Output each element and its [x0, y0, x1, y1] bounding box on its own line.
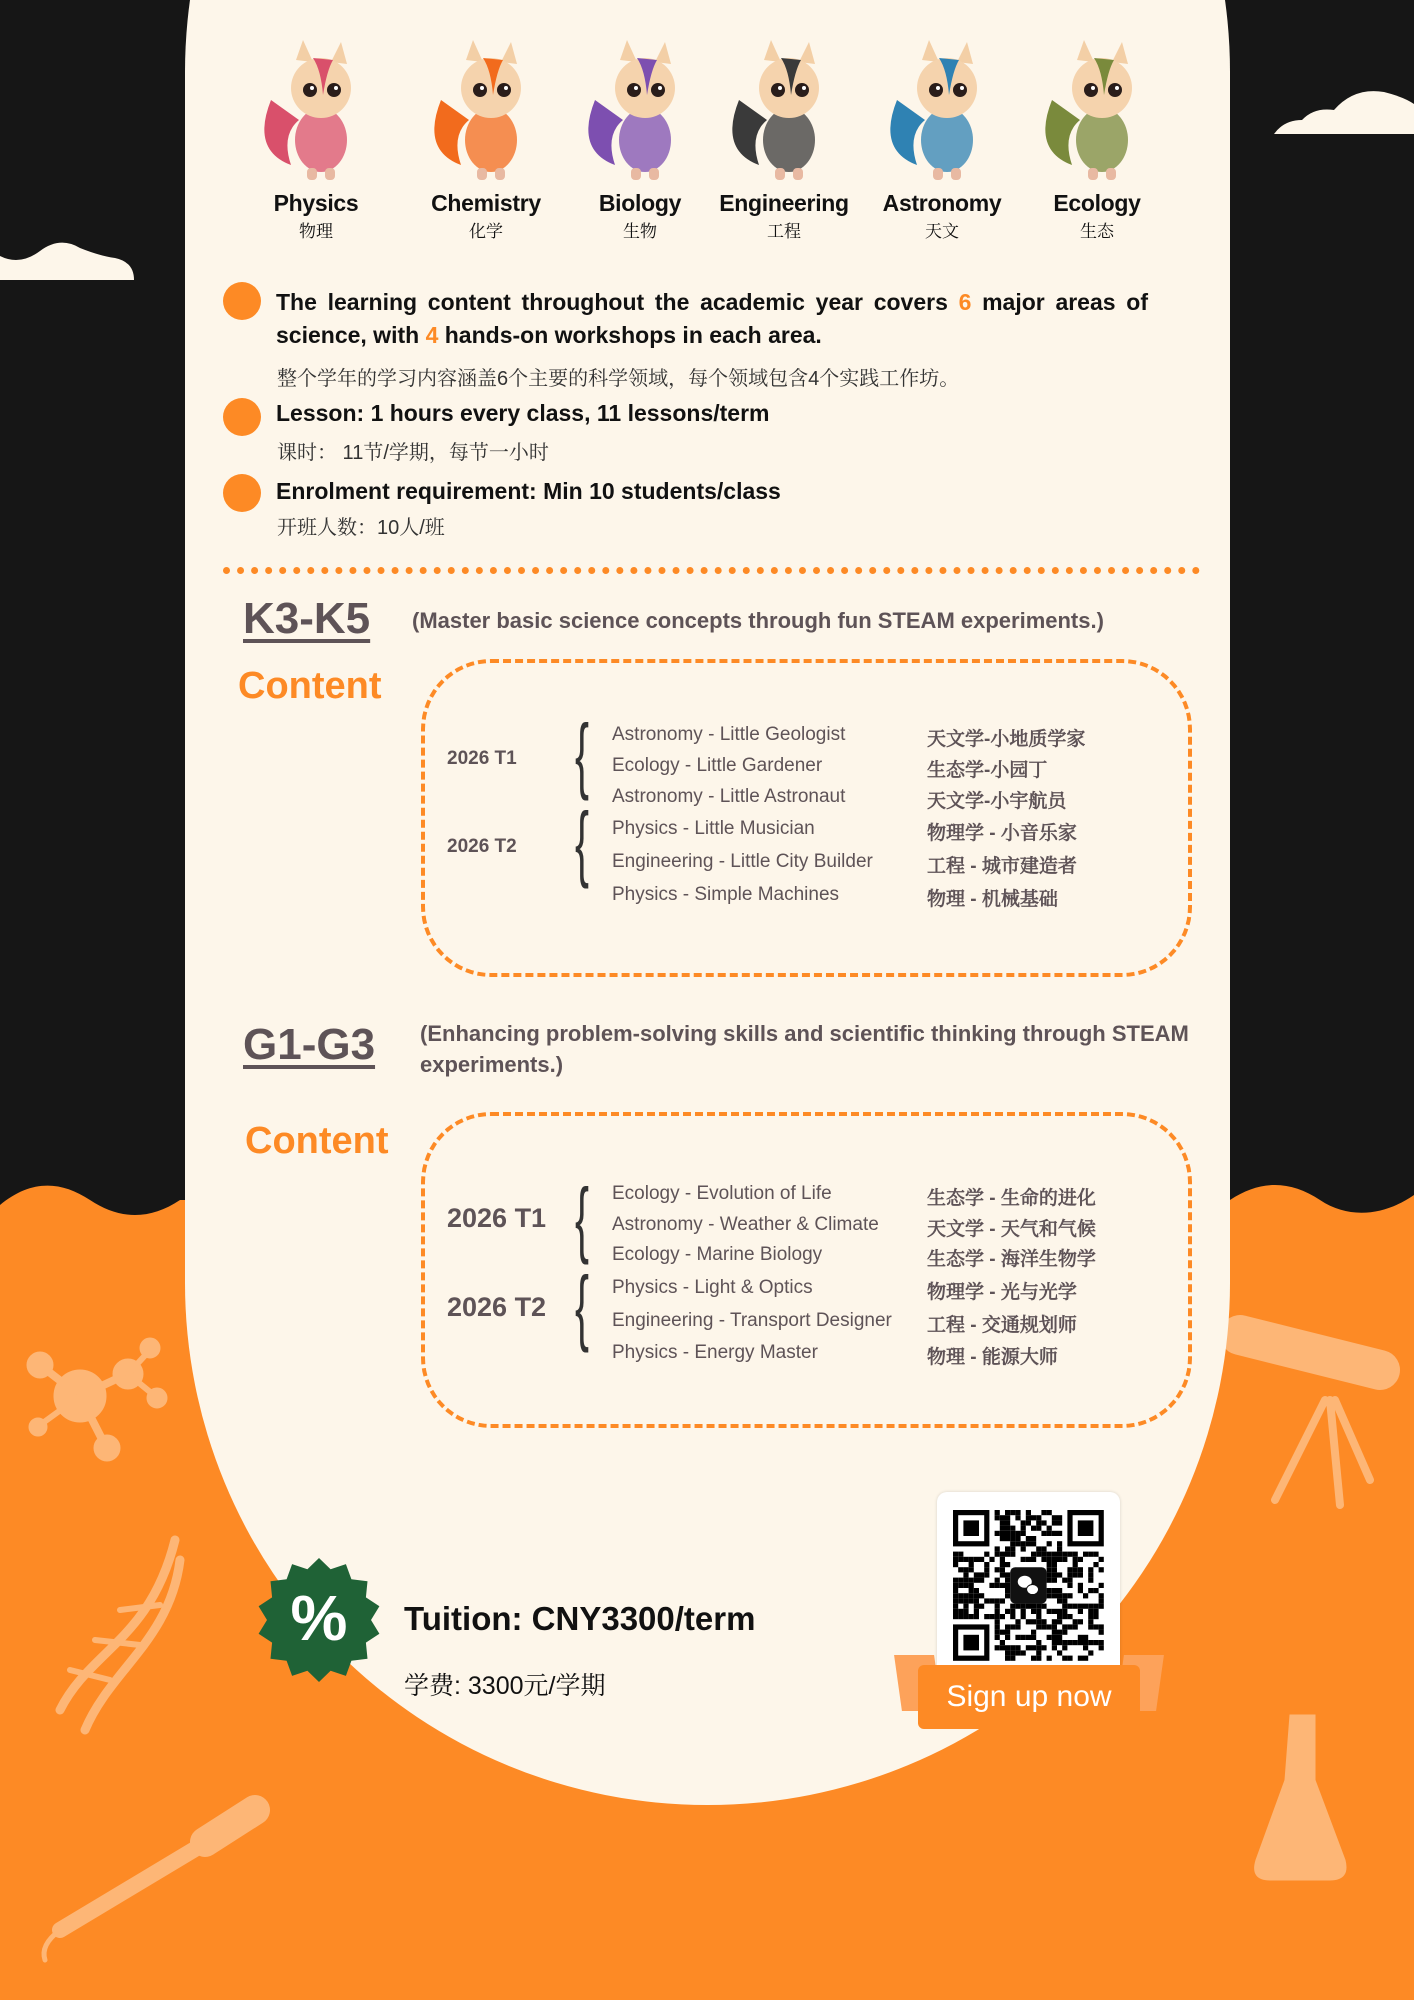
term-label: 2026 T2	[447, 836, 517, 857]
subject-ecology	[1017, 40, 1177, 242]
sign-up-button[interactable]: Sign up now	[918, 1665, 1140, 1729]
tuition-price: Tuition: CNY3300/term	[404, 1600, 756, 1637]
subject-engineering	[704, 40, 864, 242]
workshop-item-zh: 物理 - 能源大师	[927, 1347, 1058, 1368]
brace-icon: {	[575, 707, 590, 801]
workshop-item: Ecology - Little Gardener	[612, 755, 823, 776]
workshop-item: Astronomy - Weather & Climate	[612, 1214, 879, 1235]
grade-subtitle: (Master basic science concepts through fun STEAM experiments.)	[412, 608, 1104, 633]
subject-astronomy	[862, 40, 1022, 242]
cloud-left	[0, 236, 136, 280]
bullet-content-areas-zh: 整个学年的学习内容涵盖6个主要的科学领域，每个领域包含4个实践工作坊。	[277, 368, 960, 390]
workshop-item-zh: 生态学 - 生命的进化	[927, 1188, 1096, 1209]
discount-badge-icon	[255, 1556, 383, 1684]
cloud-right	[1274, 82, 1414, 134]
squirrel-mascot-icon	[719, 40, 849, 182]
squirrel-mascot-icon	[877, 40, 1007, 182]
workshop-item-zh: 天文学 - 天气和气候	[927, 1219, 1096, 1240]
workshop-item-zh: 生态学 - 海洋生物学	[927, 1249, 1096, 1270]
workshop-item-zh: 天文学-小地质学家	[927, 729, 1086, 750]
workshop-item: Physics - Light & Optics	[612, 1277, 813, 1298]
term-label: 2026 T1	[447, 748, 517, 769]
workshop-item: Astronomy - Little Astronaut	[612, 786, 846, 807]
bullet-dot	[223, 398, 261, 436]
subject-name-zh: 物理	[299, 222, 333, 241]
bullet-dot	[223, 474, 261, 512]
subject-name: Ecology	[1053, 190, 1141, 216]
workshop-item: Physics - Simple Machines	[612, 884, 840, 905]
subject-name: Chemistry	[431, 190, 541, 216]
grade-heading: K3-K5	[243, 594, 371, 643]
workshop-item: Physics - Energy Master	[612, 1342, 818, 1363]
content-label: Content	[238, 665, 382, 707]
grade-heading: G1-G3	[243, 1020, 376, 1069]
brace-icon: {	[575, 1171, 590, 1265]
subject-name: Astronomy	[882, 190, 1002, 216]
workshop-item-zh: 天文学-小宇航员	[927, 791, 1067, 812]
bullet-content-areas: The learning content throughout the academic year covers 6 major areas of science, with 4 hands-on workshops in each area.	[276, 289, 1148, 348]
subject-chemistry	[406, 40, 566, 242]
workshop-item: Ecology - Marine Biology	[612, 1244, 823, 1265]
workshop-item-zh: 生态学-小园丁	[927, 760, 1048, 781]
subject-name: Engineering	[719, 190, 849, 216]
workshop-item-zh: 物理学 - 光与光学	[927, 1282, 1077, 1303]
workshop-item: Engineering - Transport Designer	[612, 1310, 892, 1331]
workshop-item-zh: 工程 - 城市建造者	[927, 856, 1077, 877]
grade-subtitle: (Enhancing problem-solving skills and scientific thinking through STEAM experiments.)	[420, 1021, 1189, 1077]
svg-text:%: %	[290, 1582, 348, 1654]
workshop-item-zh: 工程 - 交通规划师	[927, 1315, 1077, 1336]
subject-name-zh: 工程	[767, 222, 801, 241]
brace-icon: {	[575, 795, 590, 889]
bullet-dot	[223, 282, 261, 320]
workshop-item: Astronomy - Little Geologist	[612, 724, 846, 745]
workshop-item: Physics - Little Musician	[612, 818, 815, 839]
workshops-count: 4	[425, 322, 439, 348]
subject-name-zh: 生态	[1080, 222, 1114, 241]
squirrel-mascot-icon	[575, 40, 705, 182]
content-label: Content	[245, 1120, 389, 1162]
bullet-enrolment-zh: 开班人数：10人/班	[277, 517, 445, 539]
squirrel-mascot-icon	[251, 40, 381, 182]
subject-physics	[236, 40, 396, 242]
tuition-price-zh: 学费: 3300元/学期	[404, 1672, 606, 1700]
qr-code[interactable]	[937, 1492, 1120, 1678]
workshop-item: Ecology - Evolution of Life	[612, 1183, 832, 1204]
subject-name: Biology	[598, 190, 682, 216]
squirrel-mascot-icon	[1032, 40, 1162, 182]
workshop-item: Engineering - Little City Builder	[612, 851, 873, 872]
subject-name-zh: 生物	[623, 222, 657, 241]
squirrel-mascot-icon	[421, 40, 551, 182]
bullet-enrolment: Enrolment requirement: Min 10 students/class	[276, 478, 781, 504]
subject-biology	[560, 40, 720, 242]
bullet-lesson: Lesson: 1 hours every class, 11 lessons/term	[276, 400, 770, 426]
term-label: 2026 T2	[447, 1292, 547, 1322]
subject-name-zh: 化学	[469, 222, 503, 241]
dotted-divider	[223, 567, 1200, 574]
subject-name: Physics	[273, 190, 359, 216]
term-label: 2026 T1	[447, 1203, 547, 1233]
workshop-item-zh: 物理学 - 小音乐家	[927, 823, 1077, 844]
subject-name-zh: 天文	[925, 222, 959, 241]
bullet-lesson-zh: 课时： 11节/学期，每节一小时	[277, 442, 549, 464]
brace-icon: {	[575, 1259, 590, 1353]
workshop-item-zh: 物理 - 机械基础	[927, 889, 1058, 910]
wechat-icon	[1010, 1567, 1046, 1603]
areas-count: 6	[958, 289, 972, 315]
